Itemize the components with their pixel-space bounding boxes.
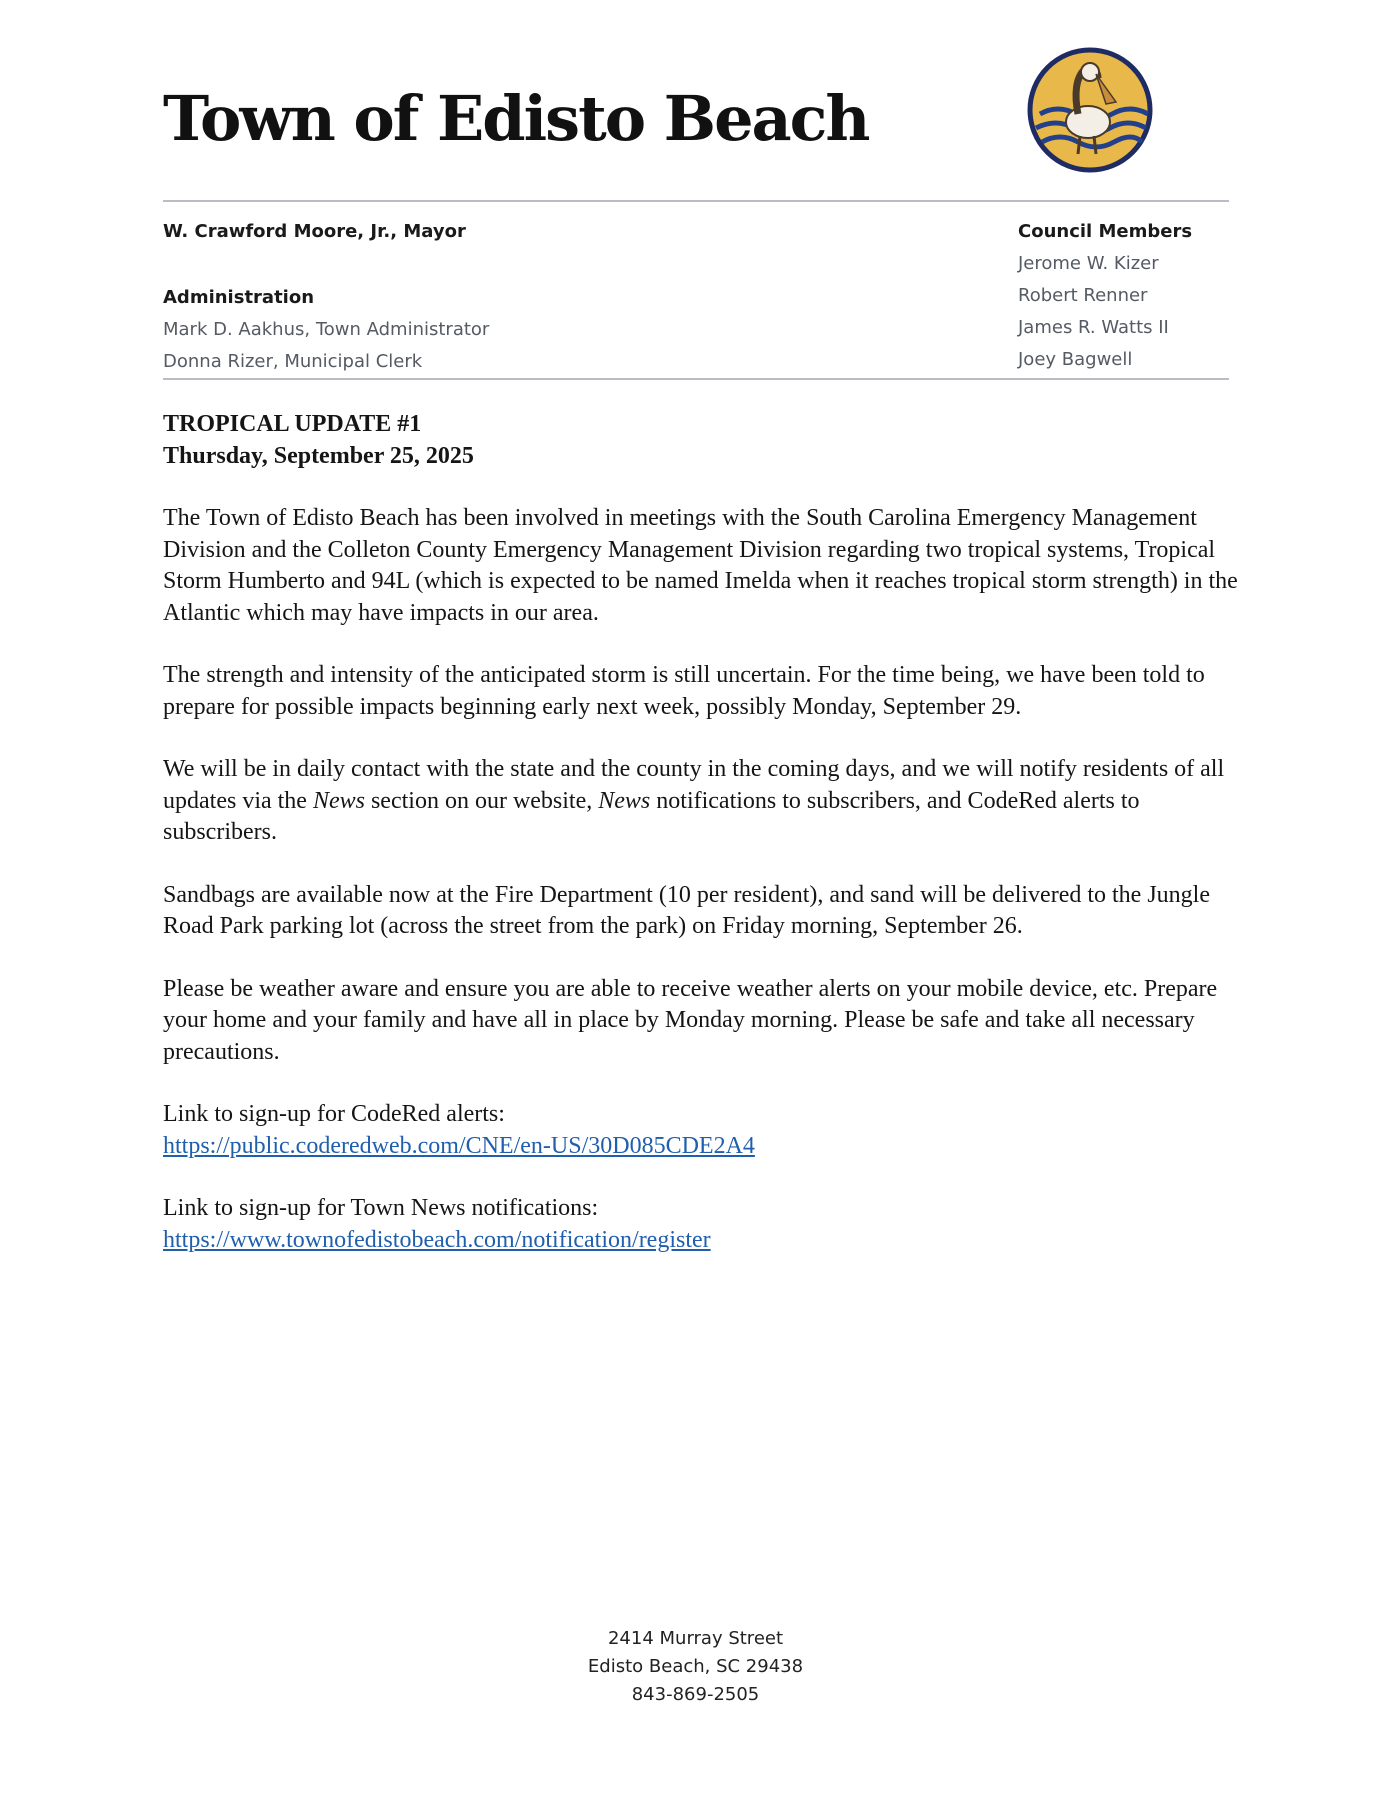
council-member: Robert Renner — [1018, 285, 1148, 306]
paragraph-text: section on our website, — [364, 787, 599, 814]
notice-title: TROPICAL UPDATE #1 — [163, 411, 422, 437]
council-member: James R. Watts II — [1018, 317, 1169, 338]
paragraph-sandbags: Sandbags are available now at the Fire Department (10 per resident), and sand will be delivered to the Jungle Road Park parking lot (across the street from the park) on Friday morning, September 26. — [163, 881, 1210, 939]
codered-link-block — [163, 1099, 1238, 1162]
news-notification-link[interactable]: https://www.townofedistobeach.com/notification/register — [163, 1226, 711, 1253]
footer-street: 2414 Murray Street — [607, 1628, 784, 1649]
council-member: Joey Bagwell — [1018, 349, 1133, 370]
paragraph-text: We will be in daily contact with the state and the county in the coming days, and we will notify residents of all updates via the — [163, 756, 1225, 814]
paragraph-strength: The strength and intensity of the anticipated storm is still uncertain. For the time being, we have been told to prepare for possible impacts beginning early next week, possibly Monday, September 29. — [163, 662, 1205, 720]
mayor-name: W. Crawford Moore, Jr., Mayor — [163, 221, 466, 242]
pelican-seal-icon — [1018, 30, 1174, 186]
news-emphasis: News — [312, 787, 365, 814]
paragraph-meetings: The Town of Edisto Beach has been involved in meetings with the South Carolina Emergency Management Division and the Colleton County Emergency Management Division regarding two tropical systems, Tropical Storm Humberto and 94L (which is expected to be named Imelda when it reaches tropical storm strength) in the Atlantic which may have impacts in our area. — [163, 505, 1238, 626]
clerk-name: Donna Rizer, Municipal Clerk — [163, 351, 423, 372]
paragraph-weather-aware: Please be weather aware and ensure you are able to receive weather alerts on your mobile device, etc. Prepare your home and your family and have all in place by Monday morning. Please be safe and take all necessary precautions. — [163, 975, 1218, 1065]
notice-date: Thursday, September 25, 2025 — [163, 442, 474, 469]
news-emphasis: News — [598, 787, 651, 814]
codered-link-label: Link to sign-up for CodeRed alerts: — [163, 1101, 505, 1127]
notice-heading — [163, 409, 1238, 472]
council-member: Jerome W. Kizer — [1018, 253, 1159, 274]
town-title: Town of Edisto Beach — [163, 82, 869, 155]
administrator-name: Mark D. Aakhus, Town Administrator — [163, 319, 490, 340]
paragraph-text: notifications to subscribers, and CodeRed alerts to subscribers. — [163, 787, 1140, 845]
paragraph-contact — [163, 754, 1238, 849]
notice-body — [163, 409, 1238, 1287]
news-link-block — [163, 1193, 1238, 1256]
news-link-label: Link to sign-up for Town News notifications: — [163, 1195, 599, 1221]
council-heading: Council Members — [1018, 221, 1193, 242]
officials-left — [163, 216, 489, 378]
footer-address — [0, 1625, 1391, 1709]
footer-city: Edisto Beach, SC 29438 — [587, 1656, 804, 1677]
header-divider-top — [163, 200, 1229, 202]
footer-phone: 843-869-2505 — [631, 1684, 760, 1705]
administration-heading: Administration — [163, 287, 315, 308]
header-divider-bottom — [163, 378, 1229, 380]
council-list — [1018, 216, 1192, 376]
codered-link[interactable]: https://public.coderedweb.com/CNE/en-US/30D085CDE2A4 — [163, 1132, 755, 1159]
